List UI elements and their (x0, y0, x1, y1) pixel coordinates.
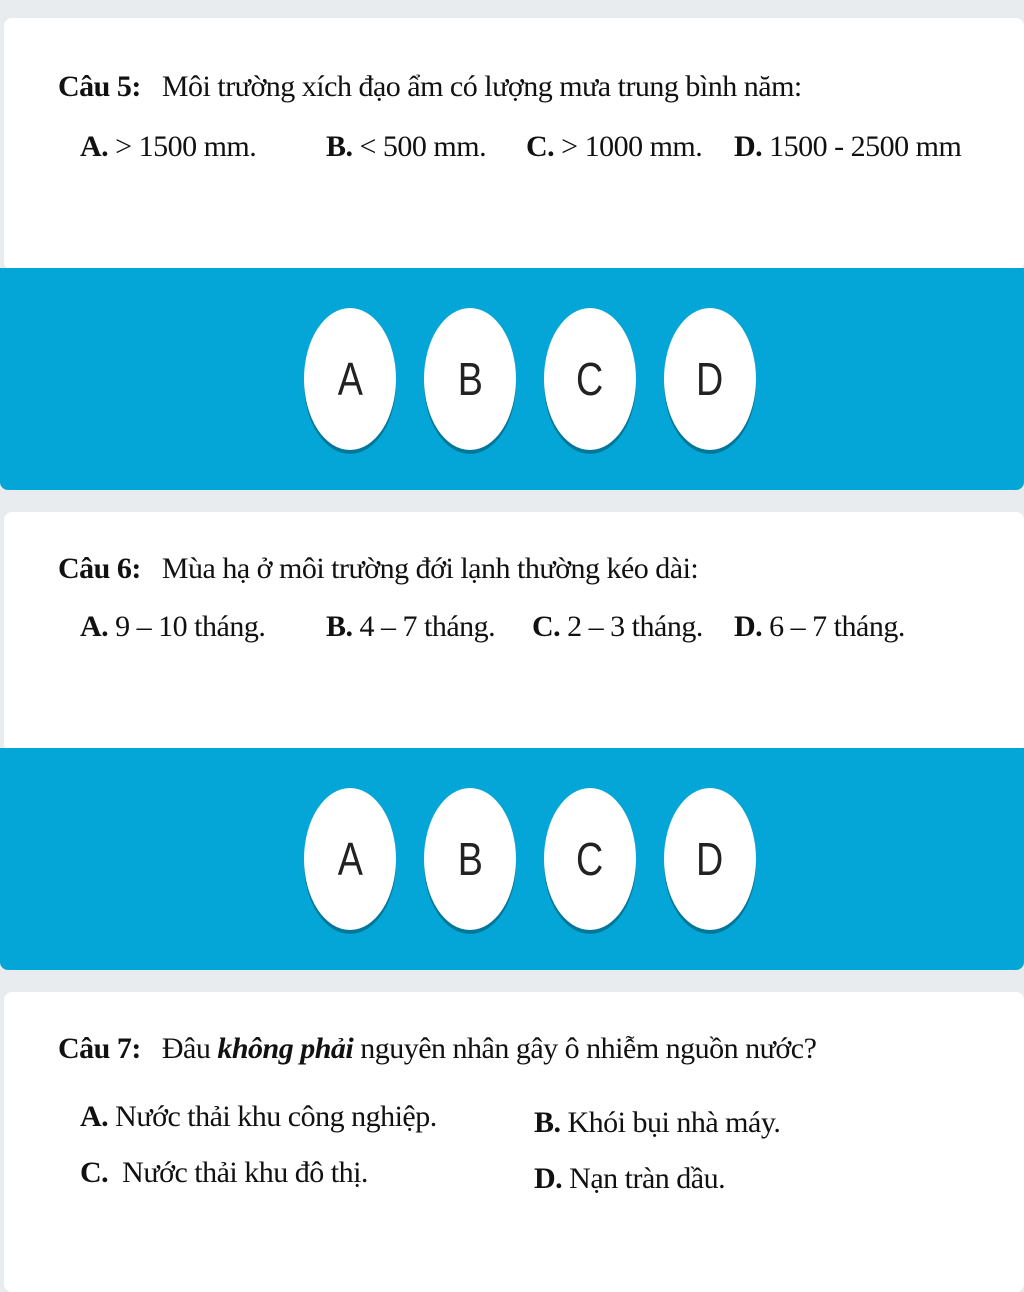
q5-option-d-letter: D. (734, 130, 763, 163)
q6-answer-c-label: C (576, 833, 604, 885)
q7-option-b-letter: B. (534, 1106, 561, 1139)
q6-option-b (326, 610, 495, 644)
q5-option-a (80, 130, 256, 164)
q6-option-b-letter: B. (326, 610, 353, 643)
question-6-number: Câu 6: (58, 552, 141, 585)
q5-option-d (734, 130, 961, 164)
q5-option-b-text: < 500 mm. (352, 130, 487, 163)
q6-option-d-letter: D. (734, 610, 763, 643)
q7-option-a (80, 1100, 437, 1134)
q5-answer-b-label: B (457, 353, 483, 405)
q7-option-c-letter: C. (80, 1156, 109, 1189)
question-card-5 (4, 18, 1024, 270)
question-7-text (58, 1032, 816, 1066)
q6-option-d-text: 6 – 7 tháng. (762, 610, 905, 643)
q5-answer-b-button[interactable] (424, 308, 516, 450)
question-7-emphasis: không phải (217, 1032, 354, 1065)
q6-option-a-text: 9 – 10 tháng. (108, 610, 266, 643)
question-7-prompt-before: Đâu (161, 1032, 218, 1065)
question-card-6 (4, 512, 1024, 752)
q6-option-a-letter: A. (80, 610, 109, 643)
q6-option-d (734, 610, 905, 644)
q6-option-a (80, 610, 265, 644)
q5-answer-c-button[interactable] (544, 308, 636, 450)
q7-option-b (534, 1106, 780, 1140)
q7-option-d (534, 1162, 725, 1196)
q6-option-c-text: 2 – 3 tháng. (560, 610, 703, 643)
q6-answer-a-button[interactable] (304, 788, 396, 930)
q5-option-d-text: 1500 - 2500 mm (762, 130, 962, 163)
q7-option-a-letter: A. (80, 1100, 109, 1133)
q5-answer-a-button[interactable] (304, 308, 396, 450)
q7-option-d-letter: D. (534, 1162, 563, 1195)
q6-answer-d-label: D (696, 833, 724, 885)
q5-option-c (526, 130, 702, 164)
q5-option-b-letter: B. (326, 130, 353, 163)
answer-bar-q6 (0, 748, 1024, 970)
q6-answer-b-button[interactable] (424, 788, 516, 930)
question-card-7 (4, 992, 1024, 1292)
q5-option-a-text: > 1500 mm. (108, 130, 257, 163)
q5-answer-d-label: D (696, 353, 724, 405)
q7-option-c (80, 1156, 368, 1190)
q7-option-b-text: Khói bụi nhà máy. (560, 1106, 781, 1139)
q5-answer-d-button[interactable] (664, 308, 756, 450)
q7-option-a-text: Nước thải khu công nghiệp. (108, 1100, 437, 1133)
question-7-prompt-after: nguyên nhân gây ô nhiễm nguồn nước? (353, 1032, 817, 1065)
question-5-prompt: Môi trường xích đạo ẩm có lượng mưa trung bình năm: (161, 70, 802, 103)
q6-answer-d-button[interactable] (664, 788, 756, 930)
q5-option-a-letter: A. (80, 130, 109, 163)
question-7-number: Câu 7: (58, 1032, 141, 1065)
q6-option-b-text: 4 – 7 tháng. (352, 610, 496, 643)
question-5-text (58, 70, 802, 104)
question-5-number: Câu 5: (58, 70, 141, 103)
q6-answer-a-label: A (337, 833, 363, 885)
q7-option-d-text: Nạn tràn dầu. (562, 1162, 726, 1195)
q5-option-c-text: > 1000 mm. (554, 130, 703, 163)
question-6-text (58, 552, 698, 586)
q5-answer-c-label: C (576, 353, 604, 405)
q6-answer-b-label: B (457, 833, 483, 885)
answer-bar-q5 (0, 268, 1024, 490)
question-6-prompt: Mùa hạ ở môi trường đới lạnh thường kéo dài: (161, 552, 699, 585)
q7-option-c-text: Nước thải khu đô thị. (108, 1156, 368, 1189)
q5-answer-a-label: A (337, 353, 363, 405)
q6-option-c (532, 610, 703, 644)
q6-answer-c-button[interactable] (544, 788, 636, 930)
q5-option-b (326, 130, 486, 164)
q6-option-c-letter: C. (532, 610, 561, 643)
q5-option-c-letter: C. (526, 130, 555, 163)
